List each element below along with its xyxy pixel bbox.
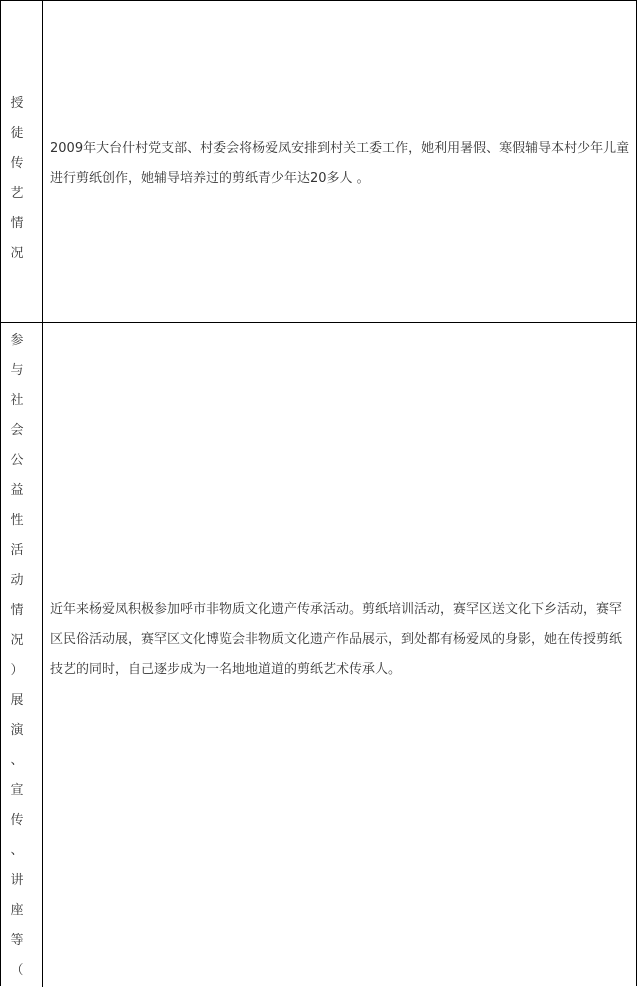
label-char: 情 <box>10 603 24 618</box>
row-label-cell <box>1 323 43 987</box>
label-char: ） <box>10 663 24 678</box>
row-content-text: 近年来杨爱凤积极参加呼市非物质文化遗产传承活动。剪纸培训活动，赛罕区送文化下乡活动，赛罕区民俗活动展，赛罕区文化博览会非物质文化遗产作品展示，到处都有杨爱凤的身影，她在传授剪纸技艺的同时，自己逐步成为一名地地道道的剪纸艺术传承人。 <box>50 602 623 677</box>
label-char: 参 <box>10 333 24 348</box>
label-char: 宣 <box>10 783 24 798</box>
label-char: 社 <box>10 393 24 408</box>
label-char: 与 <box>10 363 24 378</box>
table-row-public-activities <box>1 323 636 987</box>
label-char: 活 <box>10 543 24 558</box>
row-content-cell <box>43 323 636 987</box>
label-char: 传 <box>10 813 24 828</box>
label-char: 会 <box>10 423 24 438</box>
label-char: 授 <box>10 96 24 111</box>
label-char: 况 <box>10 633 24 648</box>
label-char: 展 <box>10 693 24 708</box>
label-char: 艺 <box>10 186 24 201</box>
label-char: 动 <box>10 573 24 588</box>
label-char: 徒 <box>10 126 24 141</box>
label-char: 公 <box>10 453 24 468</box>
row-content-cell <box>43 1 636 322</box>
table-row-apprenticeship <box>1 1 636 323</box>
label-char: 演 <box>10 723 24 738</box>
label-char: 性 <box>10 513 24 528</box>
label-char: （ <box>10 963 24 978</box>
label-char: 等 <box>10 933 24 948</box>
row-label-cell <box>1 1 43 322</box>
row-content-text: 2009年大台什村党支部、村委会将杨爱凤安排到村关工委工作，她利用暑假、寒假辅导本村少年儿童进行剪纸创作，她辅导培养过的剪纸青少年达20多人 。 <box>50 141 630 186</box>
label-char: 、 <box>10 753 24 768</box>
row-label-vertical <box>1 89 33 269</box>
label-char: 讲 <box>10 873 24 888</box>
row-label-vertical <box>1 326 33 986</box>
label-char: 、 <box>10 843 24 858</box>
label-char: 座 <box>10 903 24 918</box>
label-char: 传 <box>10 156 24 171</box>
label-char: 益 <box>10 483 24 498</box>
label-char: 情 <box>10 216 24 231</box>
label-char: 况 <box>10 246 24 261</box>
